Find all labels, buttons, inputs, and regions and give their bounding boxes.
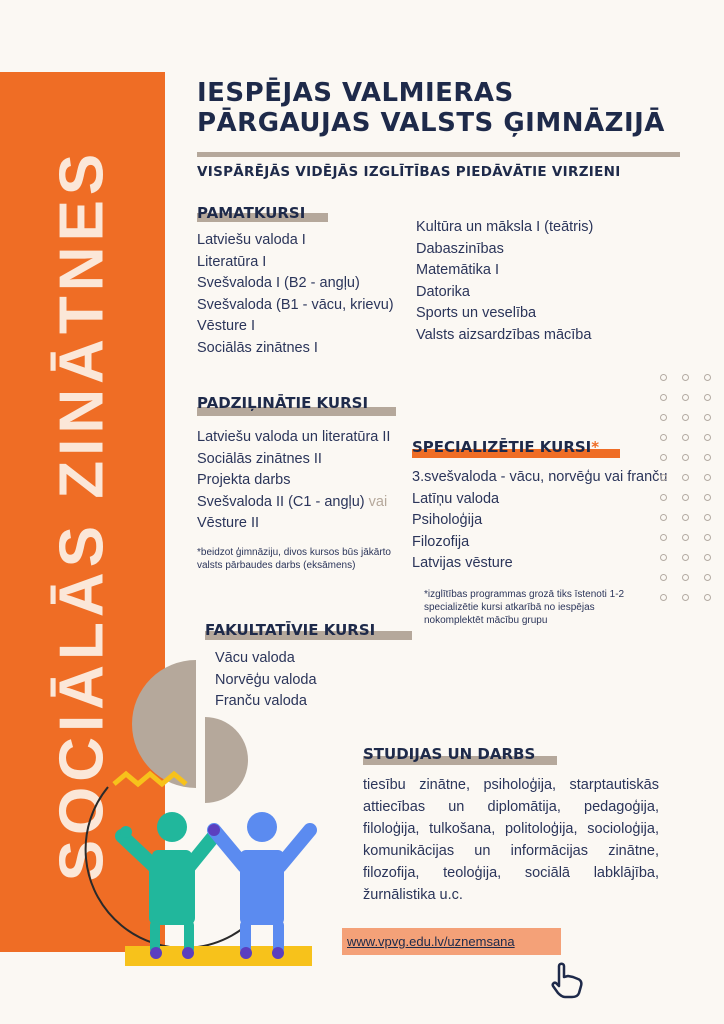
dot [660,514,667,521]
specializetie-heading [412,438,601,457]
dot [682,394,689,401]
admission-link[interactable]: www.vpvg.edu.lv/uznemsana [347,934,515,949]
dot [704,434,711,441]
dot [682,534,689,541]
list-item: Datorika [416,283,470,300]
dot [682,474,689,481]
dot [704,514,711,521]
note-line: specializētie kursi atkarībā no iespējas [424,602,595,613]
list-item: Norvēģu valoda [215,671,317,688]
teal-person-icon [120,812,214,959]
dot [660,534,667,541]
dot [682,454,689,461]
studijas-heading: STUDIJAS UN DARBS [363,745,536,763]
list-item: Latviešu valoda I [197,232,306,248]
note-line: *beidzot ģimnāziju, divos kursos būs jākārto [197,547,391,558]
dot [682,574,689,581]
padzilinatie-list [197,427,390,535]
dot [704,574,711,581]
dot [660,474,667,481]
dot [682,594,689,601]
title-divider [197,152,680,157]
dot [704,414,711,421]
pamatkursi-heading: PAMATKURSI [197,204,306,222]
dot [660,414,667,421]
padzilinatie-note [197,546,391,572]
fakultativie-heading: FAKULTATĪVIE KURSI [205,621,376,639]
list-item: Vācu valoda [215,650,295,666]
list-item: Sociālās zinātnes II [197,450,322,467]
dot [660,554,667,561]
dot [682,554,689,561]
list-item: Latvijas vēsture [412,555,513,571]
dot [682,494,689,501]
dot [660,454,667,461]
dot [682,414,689,421]
dot [660,394,667,401]
subtitle: VISPĀRĒJĀS VIDĒJĀS IZGLĪTĪBAS PIEDĀVĀTIE VIRZIENI [197,164,621,180]
title-line-1: IESPĒJAS VALMIERAS [197,78,514,108]
list-item: Svešvaloda (B1 - vācu, krievu) [197,296,394,313]
title-line-2: PĀRGAUJAS VALSTS ĢIMNĀZIJĀ [197,108,665,138]
dot-grid [660,374,724,601]
dot [660,374,667,381]
dot [704,394,711,401]
padzilinatie-heading: PADZIĻINĀTIE KURSI [197,394,369,412]
list-item: Franču valoda [215,693,307,709]
asterisk: * [591,438,600,456]
list-item: Vēsture II [197,515,260,531]
note-line: valsts pārbaudes darbs (eksāmens) [197,560,356,571]
list-item: Psiholoģija [412,512,483,528]
list-item: Matemātika I [416,262,499,278]
dot [660,434,667,441]
fakultativie-list [215,648,317,713]
list-item: Latīņu valoda [412,490,500,507]
dot [660,574,667,581]
dot [704,554,711,561]
specializetie-note [424,588,624,627]
list-item: Svešvaloda I (B2 - angļu) [197,275,360,291]
list-item: Dabaszinības [416,240,504,257]
list-item-text: Svešvaloda II (C1 - angļu) [197,493,365,510]
or-word: vai [368,493,388,510]
list-item: Valsts aizsardzības mācība [416,326,592,343]
taupe-half-circle [132,660,196,788]
list-item: Latviešu valoda un literatūra II [197,429,391,445]
list-item: Sociālās zinātnes I [197,339,318,356]
page-title [197,78,697,138]
taupe-small-half-circle [205,717,248,803]
pamatkursi-list-1 [197,230,394,359]
dot [704,374,711,381]
dot [660,494,667,501]
blue-person-icon [208,812,310,959]
dot [704,454,711,461]
specializetie-list [412,467,668,575]
dot [704,494,711,501]
dot [704,474,711,481]
list-item: 3.svešvaloda - vācu, norvēģu vai franču [412,469,668,485]
list-item: Sports un veselība [416,305,537,321]
studijas-text: tiesību zinātne, psiholoģija, starptautiskās attiecības un diplomātija, pedagoģija, filoloģija, tulkošana, politoloģija, socioloģija, komunikācijas un informācijas zinātne, filozofija, teoloģija, sociālā labklājība, žurnālistika u.c. [363,777,659,903]
list-item: Vēsture I [197,318,256,334]
list-item: Kultūra un māksla I (teātris) [416,219,594,235]
dot [704,534,711,541]
note-line: *izglītības programmas grozā tiks īstenoti 1-2 [424,589,625,600]
dot [682,374,689,381]
dot [660,594,667,601]
dot [682,514,689,521]
pamatkursi-list-2 [416,217,593,346]
hand-pointer-icon [550,962,586,1000]
list-item: Projekta darbs [197,472,291,488]
dot [704,594,711,601]
list-item [197,492,390,514]
dot [682,434,689,441]
side-title: SOCIĀLĀS ZINĀTNES [47,148,117,882]
specializetie-heading-text: SPECIALIZĒTIE KURSI [412,438,592,456]
list-item: Filozofija [412,533,470,550]
note-line: nokomplektēt mācību grupu [424,615,548,626]
list-item: Literatūra I [197,253,267,270]
